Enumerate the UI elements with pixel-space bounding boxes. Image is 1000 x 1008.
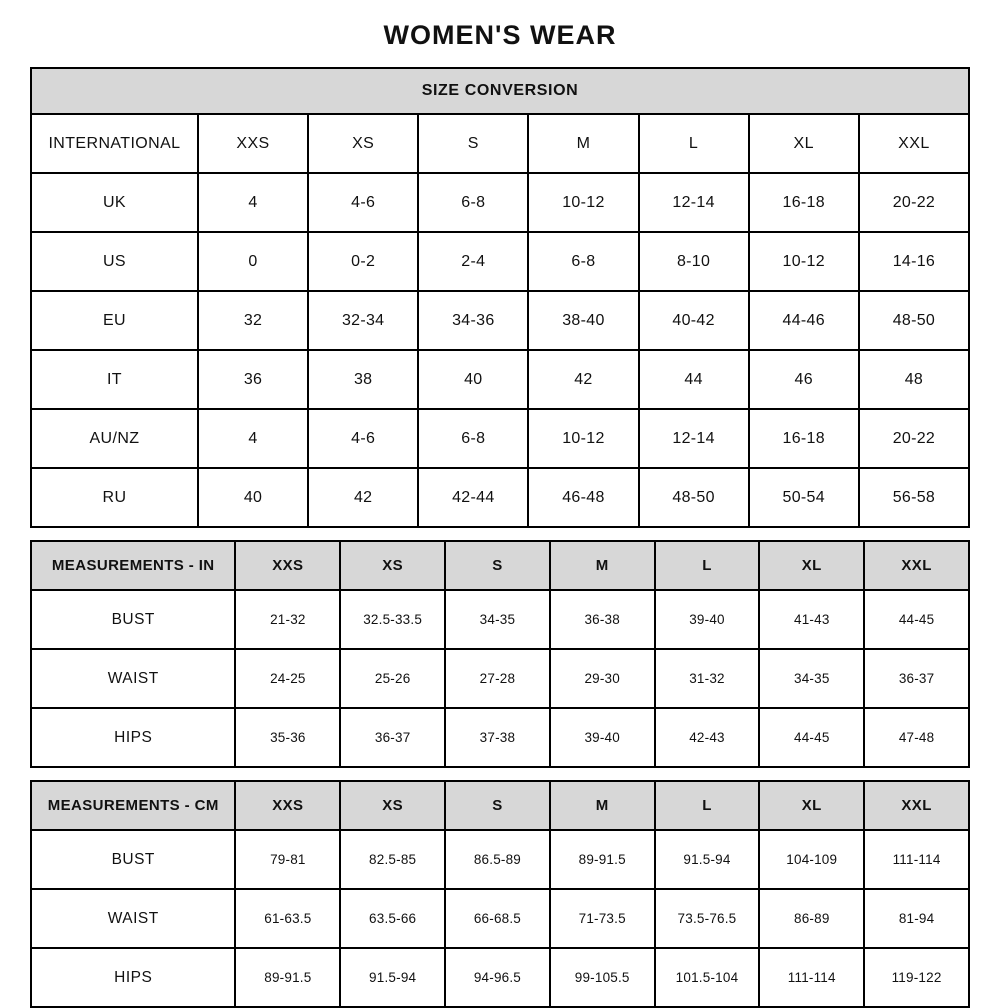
data-cell-hips-s: 94-96.5 [445,948,550,1007]
data-cell-waist-xs: 63.5-66 [340,889,445,948]
data-cell-bust-xxl: 111-114 [864,830,969,889]
data-cell-ru-m: 46-48 [528,468,638,527]
row-label-us: US [31,232,198,291]
row-label-waist: WAIST [31,889,235,948]
row-label-bust: BUST [31,830,235,889]
data-cell-hips-xxl: 119-122 [864,948,969,1007]
page-title: WOMEN'S WEAR [383,20,617,50]
data-cell-us-xxl: 14-16 [859,232,969,291]
data-cell-it-xs: 38 [308,350,418,409]
row-label-waist: WAIST [31,649,235,708]
measurements-in-header-xl: XL [759,541,864,590]
data-cell-bust-l: 39-40 [655,590,760,649]
row-label-hips: HIPS [31,948,235,1007]
data-cell-bust-m: 36-38 [550,590,655,649]
data-cell-waist-xxs: 61-63.5 [235,889,340,948]
measurements-cm-header-measurements-cm: MEASUREMENTS - CM [31,781,235,830]
measurements-in-header-m: M [550,541,655,590]
measurements-cm-header-xxl: XXL [864,781,969,830]
row-label-au-nz: AU/NZ [31,409,198,468]
data-cell-eu-xl: 44-46 [749,291,859,350]
measurements-cm-header-s: S [445,781,550,830]
row-label-hips: HIPS [31,708,235,767]
data-cell-waist-xxl: 81-94 [864,889,969,948]
row-label-bust: BUST [31,590,235,649]
data-cell-it-l: 44 [639,350,749,409]
data-cell-us-m: 6-8 [528,232,638,291]
data-cell-us-xs: 0-2 [308,232,418,291]
data-cell-hips-xs: 91.5-94 [340,948,445,1007]
data-cell-bust-l: 91.5-94 [655,830,760,889]
data-cell-uk-xxs: 4 [198,173,308,232]
size-conversion-row-it [31,350,969,409]
size-conversion-header-s: S [418,114,528,173]
size-conversion-row-us [31,232,969,291]
size-conversion-header-xl: XL [749,114,859,173]
data-cell-eu-m: 38-40 [528,291,638,350]
data-cell-eu-xs: 32-34 [308,291,418,350]
size-conversion-caption-row [31,68,969,114]
size-conversion-row-eu [31,291,969,350]
data-cell-us-xl: 10-12 [749,232,859,291]
measurements-cm-row-waist [31,889,969,948]
data-cell-hips-xxs: 35-36 [235,708,340,767]
measurements-in-header-s: S [445,541,550,590]
data-cell-hips-m: 39-40 [550,708,655,767]
data-cell-eu-l: 40-42 [639,291,749,350]
data-cell-bust-xxs: 21-32 [235,590,340,649]
size-conversion-row-ru [31,468,969,527]
measurements-cm-header-xs: XS [340,781,445,830]
size-conversion-header-l: L [639,114,749,173]
data-cell-au-nz-xl: 16-18 [749,409,859,468]
data-cell-hips-xl: 111-114 [759,948,864,1007]
measurements-in-row-hips [31,708,969,767]
row-label-it: IT [31,350,198,409]
measurements-in-header-xs: XS [340,541,445,590]
data-cell-it-s: 40 [418,350,528,409]
size-conversion-header-xxs: XXS [198,114,308,173]
measurements-in-header-measurements-in: MEASUREMENTS - IN [31,541,235,590]
data-cell-it-xxl: 48 [859,350,969,409]
measurements-in-row-bust [31,590,969,649]
size-conversion-header-xxl: XXL [859,114,969,173]
measurements-cm-header-xxs: XXS [235,781,340,830]
size-conversion-table [30,67,970,528]
data-cell-uk-xl: 16-18 [749,173,859,232]
data-cell-eu-xxl: 48-50 [859,291,969,350]
row-label-uk: UK [31,173,198,232]
measurements-cm-header-row [31,781,969,830]
data-cell-waist-xl: 34-35 [759,649,864,708]
measurements-in-header-xxl: XXL [864,541,969,590]
data-cell-it-xl: 46 [749,350,859,409]
data-cell-ru-xxs: 40 [198,468,308,527]
measurements-cm-table [30,780,970,1008]
data-cell-hips-xxl: 47-48 [864,708,969,767]
data-cell-bust-xs: 32.5-33.5 [340,590,445,649]
measurements-cm-header-m: M [550,781,655,830]
data-cell-waist-l: 31-32 [655,649,760,708]
data-cell-au-nz-xxl: 20-22 [859,409,969,468]
tables-container [30,67,970,1008]
row-label-eu: EU [31,291,198,350]
data-cell-hips-m: 99-105.5 [550,948,655,1007]
size-conversion-row-uk [31,173,969,232]
data-cell-hips-s: 37-38 [445,708,550,767]
data-cell-bust-xl: 104-109 [759,830,864,889]
data-cell-hips-xs: 36-37 [340,708,445,767]
data-cell-us-s: 2-4 [418,232,528,291]
data-cell-bust-xl: 41-43 [759,590,864,649]
data-cell-eu-s: 34-36 [418,291,528,350]
measurements-in-table [30,540,970,768]
data-cell-bust-s: 34-35 [445,590,550,649]
data-cell-uk-s: 6-8 [418,173,528,232]
measurements-cm-row-hips [31,948,969,1007]
data-cell-ru-s: 42-44 [418,468,528,527]
data-cell-bust-xxl: 44-45 [864,590,969,649]
data-cell-it-xxs: 36 [198,350,308,409]
data-cell-waist-m: 29-30 [550,649,655,708]
data-cell-us-l: 8-10 [639,232,749,291]
data-cell-uk-xxl: 20-22 [859,173,969,232]
data-cell-waist-l: 73.5-76.5 [655,889,760,948]
size-conversion-header-xs: XS [308,114,418,173]
size-conversion-header-row [31,114,969,173]
measurements-in-row-waist [31,649,969,708]
data-cell-hips-l: 42-43 [655,708,760,767]
data-cell-hips-xxs: 89-91.5 [235,948,340,1007]
size-conversion-caption: SIZE CONVERSION [31,68,969,114]
data-cell-waist-xxl: 36-37 [864,649,969,708]
data-cell-us-xxs: 0 [198,232,308,291]
data-cell-ru-xl: 50-54 [749,468,859,527]
data-cell-waist-s: 27-28 [445,649,550,708]
size-conversion-row-au-nz [31,409,969,468]
data-cell-ru-xxl: 56-58 [859,468,969,527]
data-cell-it-m: 42 [528,350,638,409]
data-cell-au-nz-l: 12-14 [639,409,749,468]
measurements-cm-row-bust [31,830,969,889]
data-cell-bust-xs: 82.5-85 [340,830,445,889]
data-cell-ru-xs: 42 [308,468,418,527]
data-cell-uk-m: 10-12 [528,173,638,232]
size-conversion-header-m: M [528,114,638,173]
data-cell-bust-s: 86.5-89 [445,830,550,889]
data-cell-waist-xxs: 24-25 [235,649,340,708]
data-cell-waist-m: 71-73.5 [550,889,655,948]
row-label-ru: RU [31,468,198,527]
data-cell-au-nz-m: 10-12 [528,409,638,468]
data-cell-hips-xl: 44-45 [759,708,864,767]
data-cell-hips-l: 101.5-104 [655,948,760,1007]
data-cell-bust-m: 89-91.5 [550,830,655,889]
size-conversion-header-international: INTERNATIONAL [31,114,198,173]
measurements-cm-header-l: L [655,781,760,830]
data-cell-au-nz-xxs: 4 [198,409,308,468]
data-cell-au-nz-xs: 4-6 [308,409,418,468]
measurements-in-header-l: L [655,541,760,590]
data-cell-bust-xxs: 79-81 [235,830,340,889]
data-cell-waist-xl: 86-89 [759,889,864,948]
data-cell-uk-xs: 4-6 [308,173,418,232]
measurements-cm-header-xl: XL [759,781,864,830]
data-cell-eu-xxs: 32 [198,291,308,350]
data-cell-waist-s: 66-68.5 [445,889,550,948]
measurements-in-header-xxs: XXS [235,541,340,590]
data-cell-ru-l: 48-50 [639,468,749,527]
data-cell-au-nz-s: 6-8 [418,409,528,468]
measurements-in-header-row [31,541,969,590]
data-cell-uk-l: 12-14 [639,173,749,232]
data-cell-waist-xs: 25-26 [340,649,445,708]
